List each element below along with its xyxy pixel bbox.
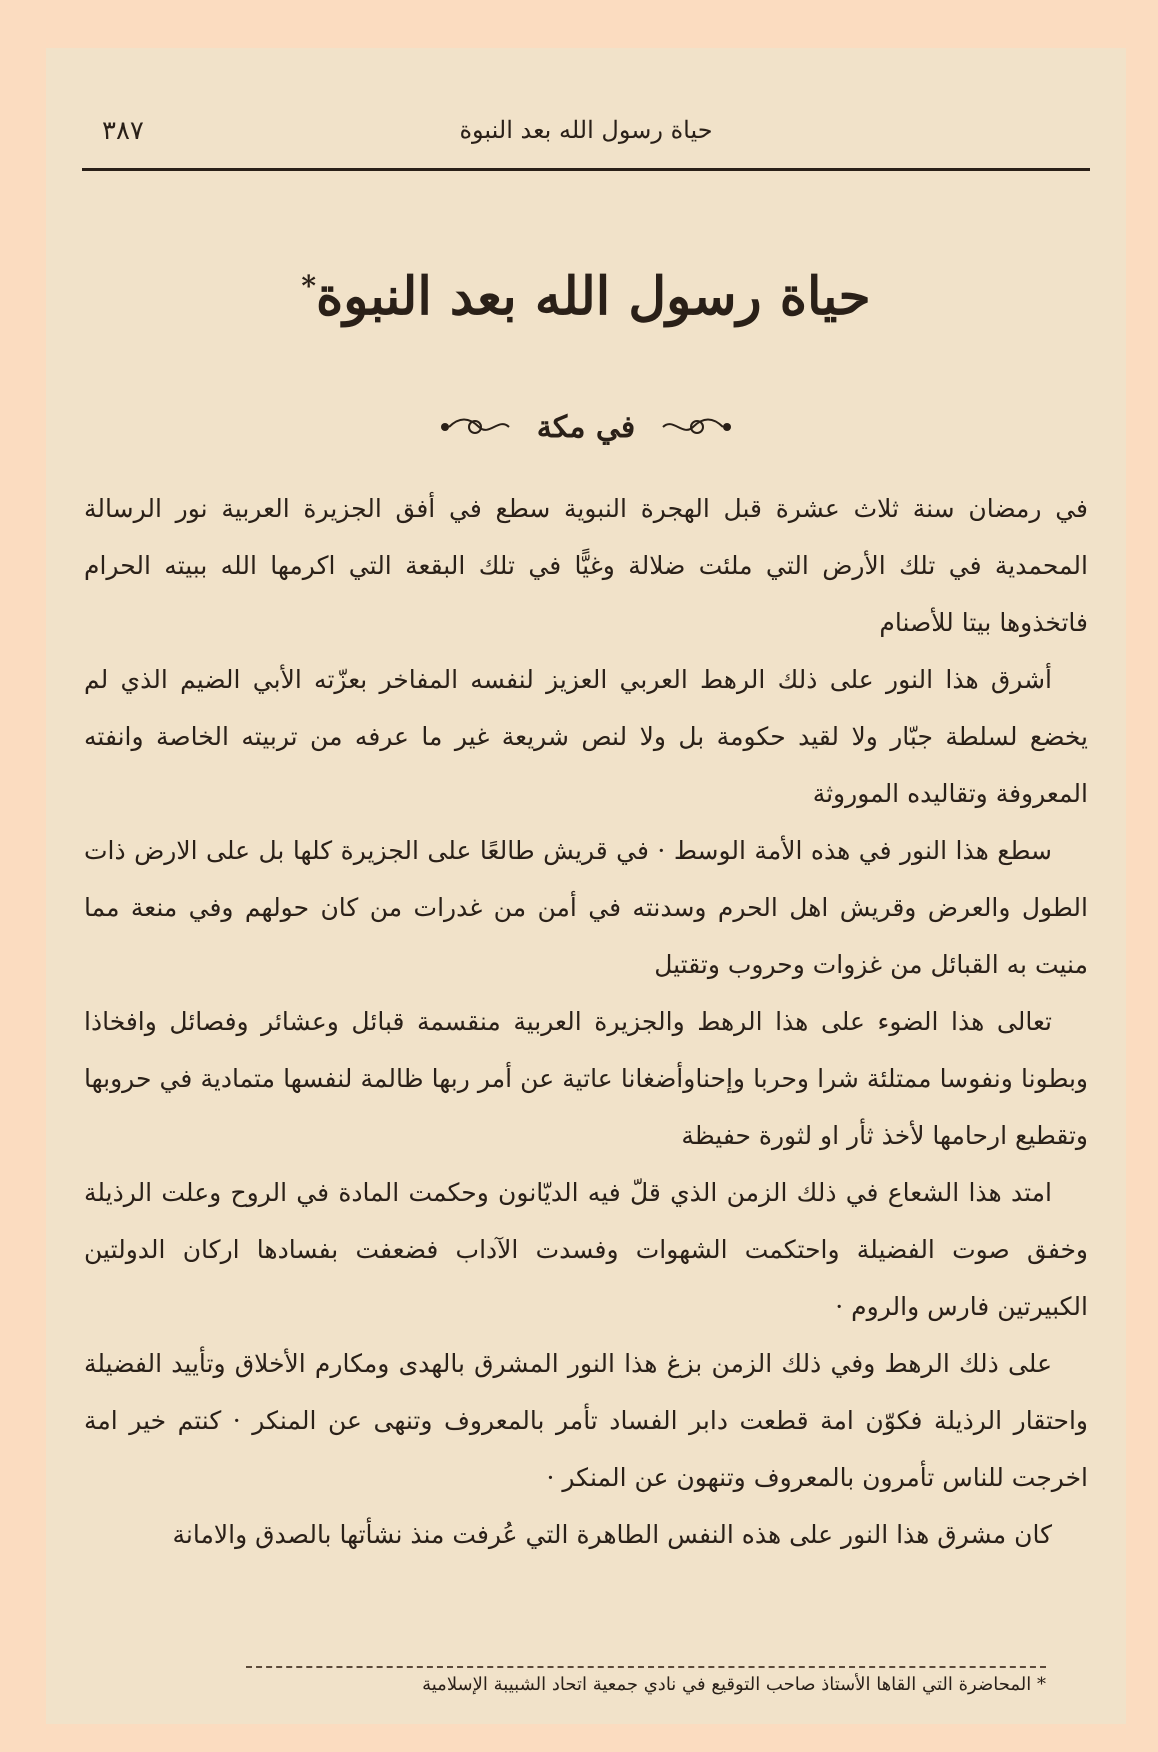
header-rule xyxy=(82,168,1090,171)
paragraph: على ذلك الرهط وفي ذلك الزمن بزغ هذا النور المشرق بالهدى ومكارم الأخلاق وتأييد الفضيلة واحتقار الرذيلة فكوّن امة قطعت دابر الفساد تأمر بالمعروف وتنهى عن المنكر · كنتم خير امة اخرجت للناس تأمرون بالمعروف وتنهون عن المنكر · xyxy=(84,1349,1088,1492)
ornament-right-icon xyxy=(437,413,513,441)
footnote-text: المحاضرة التي القاها الأستاذ صاحب التوقيع في نادي جمعية اتحاد الشبيبة الإسلامية xyxy=(422,1674,1032,1695)
footnote xyxy=(126,1674,1046,1695)
paragraph: كان مشرق هذا النور على هذه النفس الطاهرة التي عُرفت منذ نشأتها بالصدق والامانة xyxy=(172,1520,1052,1549)
paragraph: سطع هذا النور في هذه الأمة الوسط · في قريش طالعًا على الجزيرة كلها بل على الارض ذات الطول والعرض وقريش اهل الحرم وسدنته في أمن من غدرات من كان حولهم وفي منعة مما منيت به القبائل من غزوات وحروب وتقتيل xyxy=(84,836,1088,979)
book-page xyxy=(46,48,1126,1724)
footnote-rule xyxy=(246,1666,1046,1668)
paragraph: أشرق هذا النور على ذلك الرهط العربي العزيز لنفسه المفاخر بعزّته الأبي الضيم الذي لم يخضع لسلطة جبّار ولا لقيد حكومة بل ولا لنص شريعة غير ما عرفه من تربيته الخاصة وانفته المعروفة وتقاليده الموروثة xyxy=(84,665,1088,808)
article-body xyxy=(84,480,1088,1563)
page-number: ٣٨٧ xyxy=(102,116,144,146)
paragraph: في رمضان سنة ثلاث عشرة قبل الهجرة النبوية سطع في أفق الجزيرة العربية نور الرسالة المحمدية في تلك الأرض التي ملئت ضلالة وغيًّا في تلك البقعة التي اكرمها الله ببيته الحرام فاتخذوها بيتا للأصنام xyxy=(84,494,1088,637)
title-footnote-marker: * xyxy=(301,269,316,303)
article-title-text: حياة رسول الله بعد النبوة xyxy=(315,266,871,327)
subtitle-row xyxy=(46,402,1126,452)
paragraph: امتد هذا الشعاع في ذلك الزمن الذي قلّ فيه الديّانون وحكمت المادة في الروح وعلت الرذيلة وخفق صوت الفضيلة واحتكمت الشهوات وفسدت الآداب فضعفت بفسادها اركان الدولتين الكبيرتين فارس والروم · xyxy=(84,1178,1088,1321)
article-subtitle: في مكة xyxy=(536,409,636,445)
ornament-left-icon xyxy=(659,413,735,441)
article-title xyxy=(46,266,1126,327)
paragraph: تعالى هذا الضوء على هذا الرهط والجزيرة العربية منقسمة قبائل وعشائر وفصائل وافخاذا وبطونا ونفوسا ممتلئة شرا وحربا وإحناوأضغانا عاتية عن أمر ربها ظالمة لنفسها متمادية في حروبها وتقطيع ارحامها لأخذ ثأر او لثورة حفيظة xyxy=(84,1007,1088,1150)
footnote-marker: * xyxy=(1037,1674,1046,1695)
running-head xyxy=(82,116,1090,156)
running-title: حياة رسول الله بعد النبوة xyxy=(459,116,713,144)
